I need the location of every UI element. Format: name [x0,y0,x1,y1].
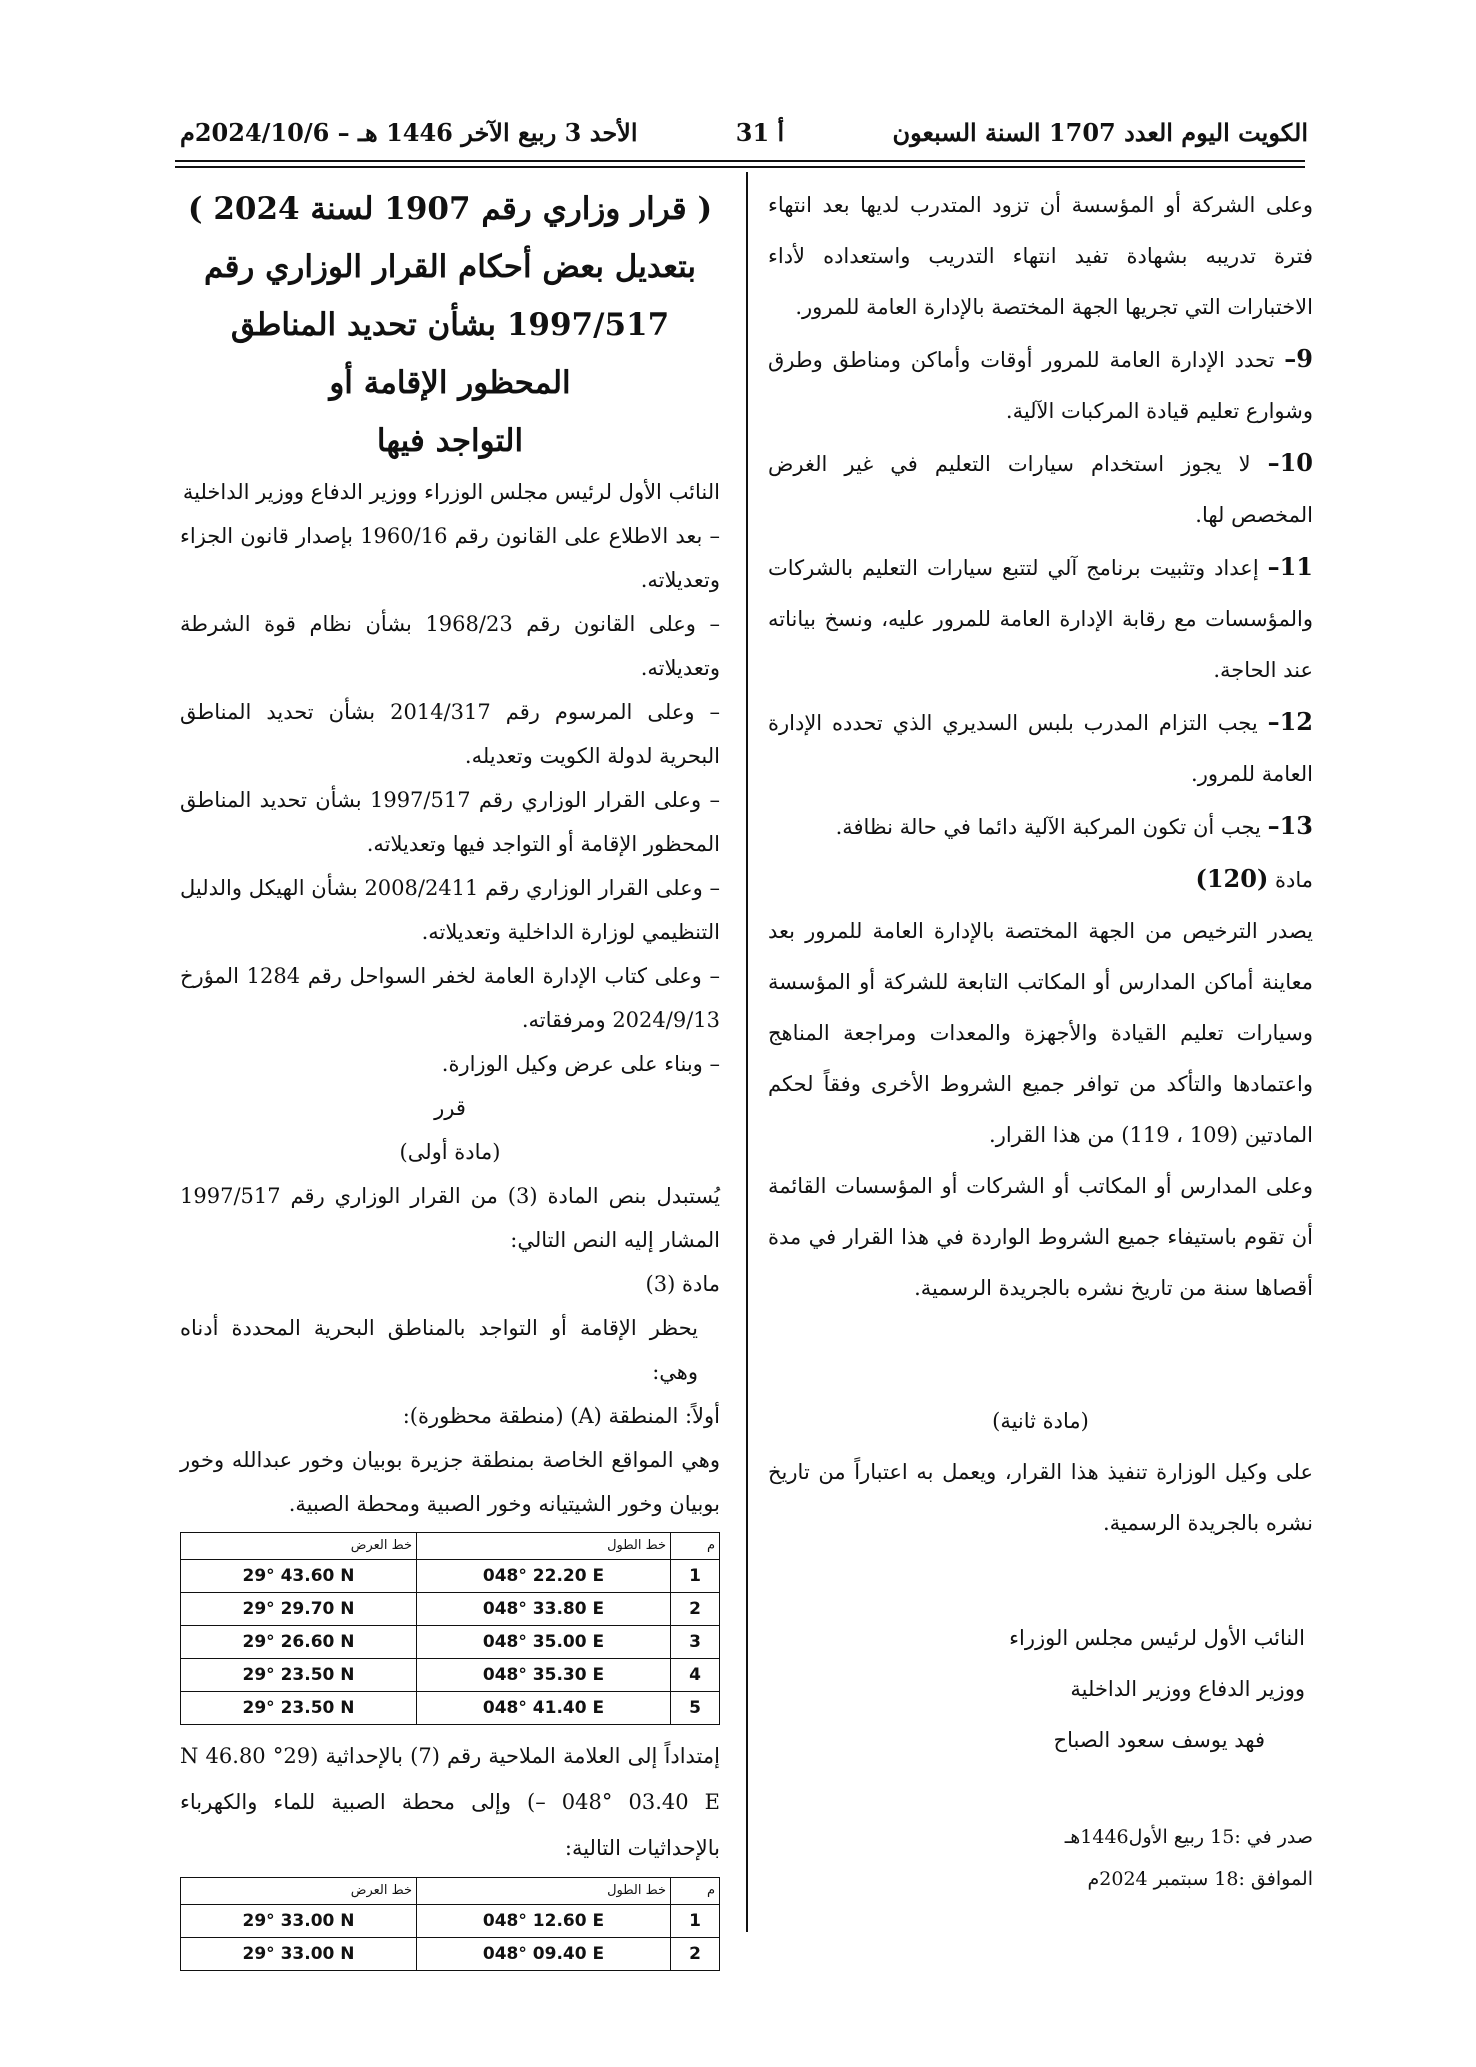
item-10-text: لا يجوز استخدام سيارات التعليم في غير الغرض المخصص لها. [768,452,1313,527]
item-12 [768,696,1313,800]
item-12-text: يجب التزام المدرب بلبس السديري الذي تحدده الإدارة العامة للمرور. [768,711,1313,786]
recital-3: – وعلى المرسوم رقم 2014/317 بشأن تحديد المناطق البحرية لدولة الكويت وتعديله. [180,700,721,768]
extension-text: إمتداداً إلى العلامة الملاحية رقم (7) بالإحداثية (29° 46.80 N – 048° 03.40 E) وإلى محطة الصبية للماء والكهرباء بالإحداثيات التالية: [180,1744,720,1860]
row-longitude: 048° 22.20 E [417,1560,671,1593]
issued-date-gregorian: الموافق :18 سبتمبر 2024م [1087,1868,1313,1890]
row-longitude: 048° 09.40 E [417,1938,671,1971]
item-13-text: يجب أن تكون المركبة الآلية دائما في حالة نظافة. [835,815,1261,839]
item-10-number: 10– [1267,448,1313,477]
article-120-heading [768,853,1313,906]
item-10 [768,437,1313,541]
row-number: 2 [671,1938,720,1971]
table-row [181,1692,720,1725]
item-11-text: إعداد وتثبيت برنامج آلي لتتبع سيارات التعليم بالشركات والمؤسسات مع رقابة الإدارة العامة للمرور عليه، ونسخ بياناته عند الحاجة. [768,556,1313,682]
table-row [181,1659,720,1692]
second-article-heading: (مادة ثانية) [992,1409,1089,1433]
row-number: 1 [671,1560,720,1593]
article-120-number: (120) [1195,864,1269,893]
recital-2: – وعلى القانون رقم 1968/23 بشأن نظام قوة الشرطة وتعديلاته. [180,612,720,680]
row-longitude: 048° 12.60 E [417,1905,671,1938]
row-longitude: 048° 35.00 E [417,1626,671,1659]
item-13-number: 13– [1267,811,1313,840]
header-longitude: خط الطول [417,1533,671,1560]
row-latitude: 29° 43.60 N [181,1560,417,1593]
column-divider [746,172,748,1932]
row-number: 4 [671,1659,720,1692]
row-number: 3 [671,1626,720,1659]
row-latitude: 29° 23.50 N [181,1692,417,1725]
issued-date-hijri: صدر في :15 ربيع الأول1446هـ [1064,1826,1313,1848]
recital-1: – بعد الاطلاع على القانون رقم 1960/16 بإصدار قانون الجزاء وتعديلاته. [180,524,720,592]
decree-subtitle-1: بتعديل بعض أحكام القرار الوزاري رقم [203,249,697,285]
item-9 [768,333,1313,437]
header-latitude: خط العرض [181,1878,417,1905]
right-column [768,180,1313,1900]
station-coordinates-table [180,1877,720,1971]
row-longitude: 048° 33.80 E [417,1593,671,1626]
row-latitude: 29° 26.60 N [181,1626,417,1659]
decree-title: ( قرار وزاري رقم 1907 لسنة 2024 ) [187,191,713,227]
recital-6: – وعلى كتاب الإدارة العامة لخفر السواحل رقم 1284 المؤرخ 2024/9/13 ومرفقاته. [180,964,720,1032]
row-number: 1 [671,1905,720,1938]
table-row [181,1938,720,1971]
table-row [181,1593,720,1626]
article-120-paragraph-1: يصدر الترخيص من الجهة المختصة بالإدارة العامة للمرور بعد معاينة أماكن المدارس أو المكاتب التابعة للشركة أو المؤسسة وسيارات تعليم القيادة والأجهزة والمعدات ومراجعة المناهج واعتمادها والتأكد من توافر جميع الشروط الأخرى وفقاً لحكم المادتين (109 ، 119) من هذا القرار. [768,919,1313,1147]
zone-a-text: وهي المواقع الخاصة بمنطقة جزيرة بوبيان وخور عبدالله وخور بوبيان وخور الشيتيانه وخور الصبية ومحطة الصبية. [180,1448,720,1516]
row-longitude: 048° 35.30 E [417,1659,671,1692]
paragraph-trainee-certificate: وعلى الشركة أو المؤسسة أن تزود المتدرب لديها بعد انتهاء فترة تدريبه بشهادة تفيد انتهاء التدريب واستعداده لأداء الاختبارات التي تجريها الجهة المختصة بالإدارة العامة للمرور. [768,193,1313,319]
article-120-label: مادة [1274,868,1313,892]
header-issue: الكويت اليوم العدد 1707 السنة السبعون [892,118,1308,147]
header-rule-bottom [175,166,1305,168]
row-number: 5 [671,1692,720,1725]
signature-title-1: النائب الأول لرئيس مجلس الوزراء [1009,1626,1305,1650]
signature-block [768,1613,1313,1766]
header-date: الأحد 3 ربيع الآخر 1446 هـ – 2024/10/6م [180,118,638,147]
zone-a-heading: أولاً: المنطقة (A) (منطقة محظورة): [402,1404,720,1428]
article-120-paragraph-2: وعلى المدارس أو المكاتب أو الشركات أو المؤسسات القائمة أن تقوم باستيفاء جميع الشروط الواردة في هذا القرار في مدة أقصاها سنة من تاريخ نشره بالجريدة الرسمية. [768,1174,1313,1300]
article-3-text: يحظر الإقامة أو التواجد بالمناطق البحرية المحددة أدناه وهي: [180,1316,698,1384]
second-article-text: على وكيل الوزارة تنفيذ هذا القرار، ويعمل به اعتباراً من تاريخ نشره بالجريدة الرسمية. [768,1460,1313,1535]
item-9-number: 9– [1284,344,1313,373]
left-column [180,180,720,1979]
header-number: م [671,1533,720,1560]
item-9-text: تحدد الإدارة العامة للمرور أوقات وأماكن ومناطق وطرق وشوارع تعليم قيادة المركبات الآلية. [768,348,1313,423]
row-latitude: 29° 33.00 N [181,1905,417,1938]
header-page-number: أ 31 [735,118,785,147]
table-row [181,1626,720,1659]
table-header-row [181,1533,720,1560]
decided-heading: قرر [434,1096,466,1120]
first-article-heading: (مادة أولى) [399,1140,501,1164]
item-11 [768,541,1313,696]
row-latitude: 29° 23.50 N [181,1659,417,1692]
table-header-row [181,1878,720,1905]
zone-a-coordinates-table [180,1532,720,1725]
article-3-heading: مادة (3) [645,1272,720,1296]
signature-title-2: ووزير الدفاع ووزير الداخلية [1070,1677,1305,1701]
signature-name: فهد يوسف سعود الصباح [1053,1728,1265,1752]
item-13 [768,800,1313,853]
table-row [181,1560,720,1593]
first-article-text: يُستبدل بنص المادة (3) من القرار الوزاري رقم 1997/517 المشار إليه النص التالي: [180,1184,720,1252]
decree-subtitle-3: التواجد فيها [376,423,524,459]
row-latitude: 29° 33.00 N [181,1938,417,1971]
table-row [181,1905,720,1938]
row-number: 2 [671,1593,720,1626]
row-longitude: 048° 41.40 E [417,1692,671,1725]
recital-4: – وعلى القرار الوزاري رقم 1997/517 بشأن تحديد المناطق المحظور الإقامة أو التواجد فيها وتعديلاته. [180,788,720,856]
item-11-number: 11– [1267,552,1313,581]
header-latitude: خط العرض [181,1533,417,1560]
header-number: م [671,1878,720,1905]
decree-subtitle-2: 1997/517 بشأن تحديد المناطق المحظور الإقامة أو [230,307,670,401]
recital-7: – وبناء على عرض وكيل الوزارة. [441,1052,720,1076]
issuer: النائب الأول لرئيس مجلس الوزراء ووزير الدفاع ووزير الداخلية [182,480,720,504]
header-longitude: خط الطول [417,1878,671,1905]
item-12-number: 12– [1267,707,1313,736]
row-latitude: 29° 29.70 N [181,1593,417,1626]
recital-5: – وعلى القرار الوزاري رقم 2008/2411 بشأن الهيكل والدليل التنظيمي لوزارة الداخلية وتعديلاته. [180,876,720,944]
header-rule-top [175,160,1305,162]
